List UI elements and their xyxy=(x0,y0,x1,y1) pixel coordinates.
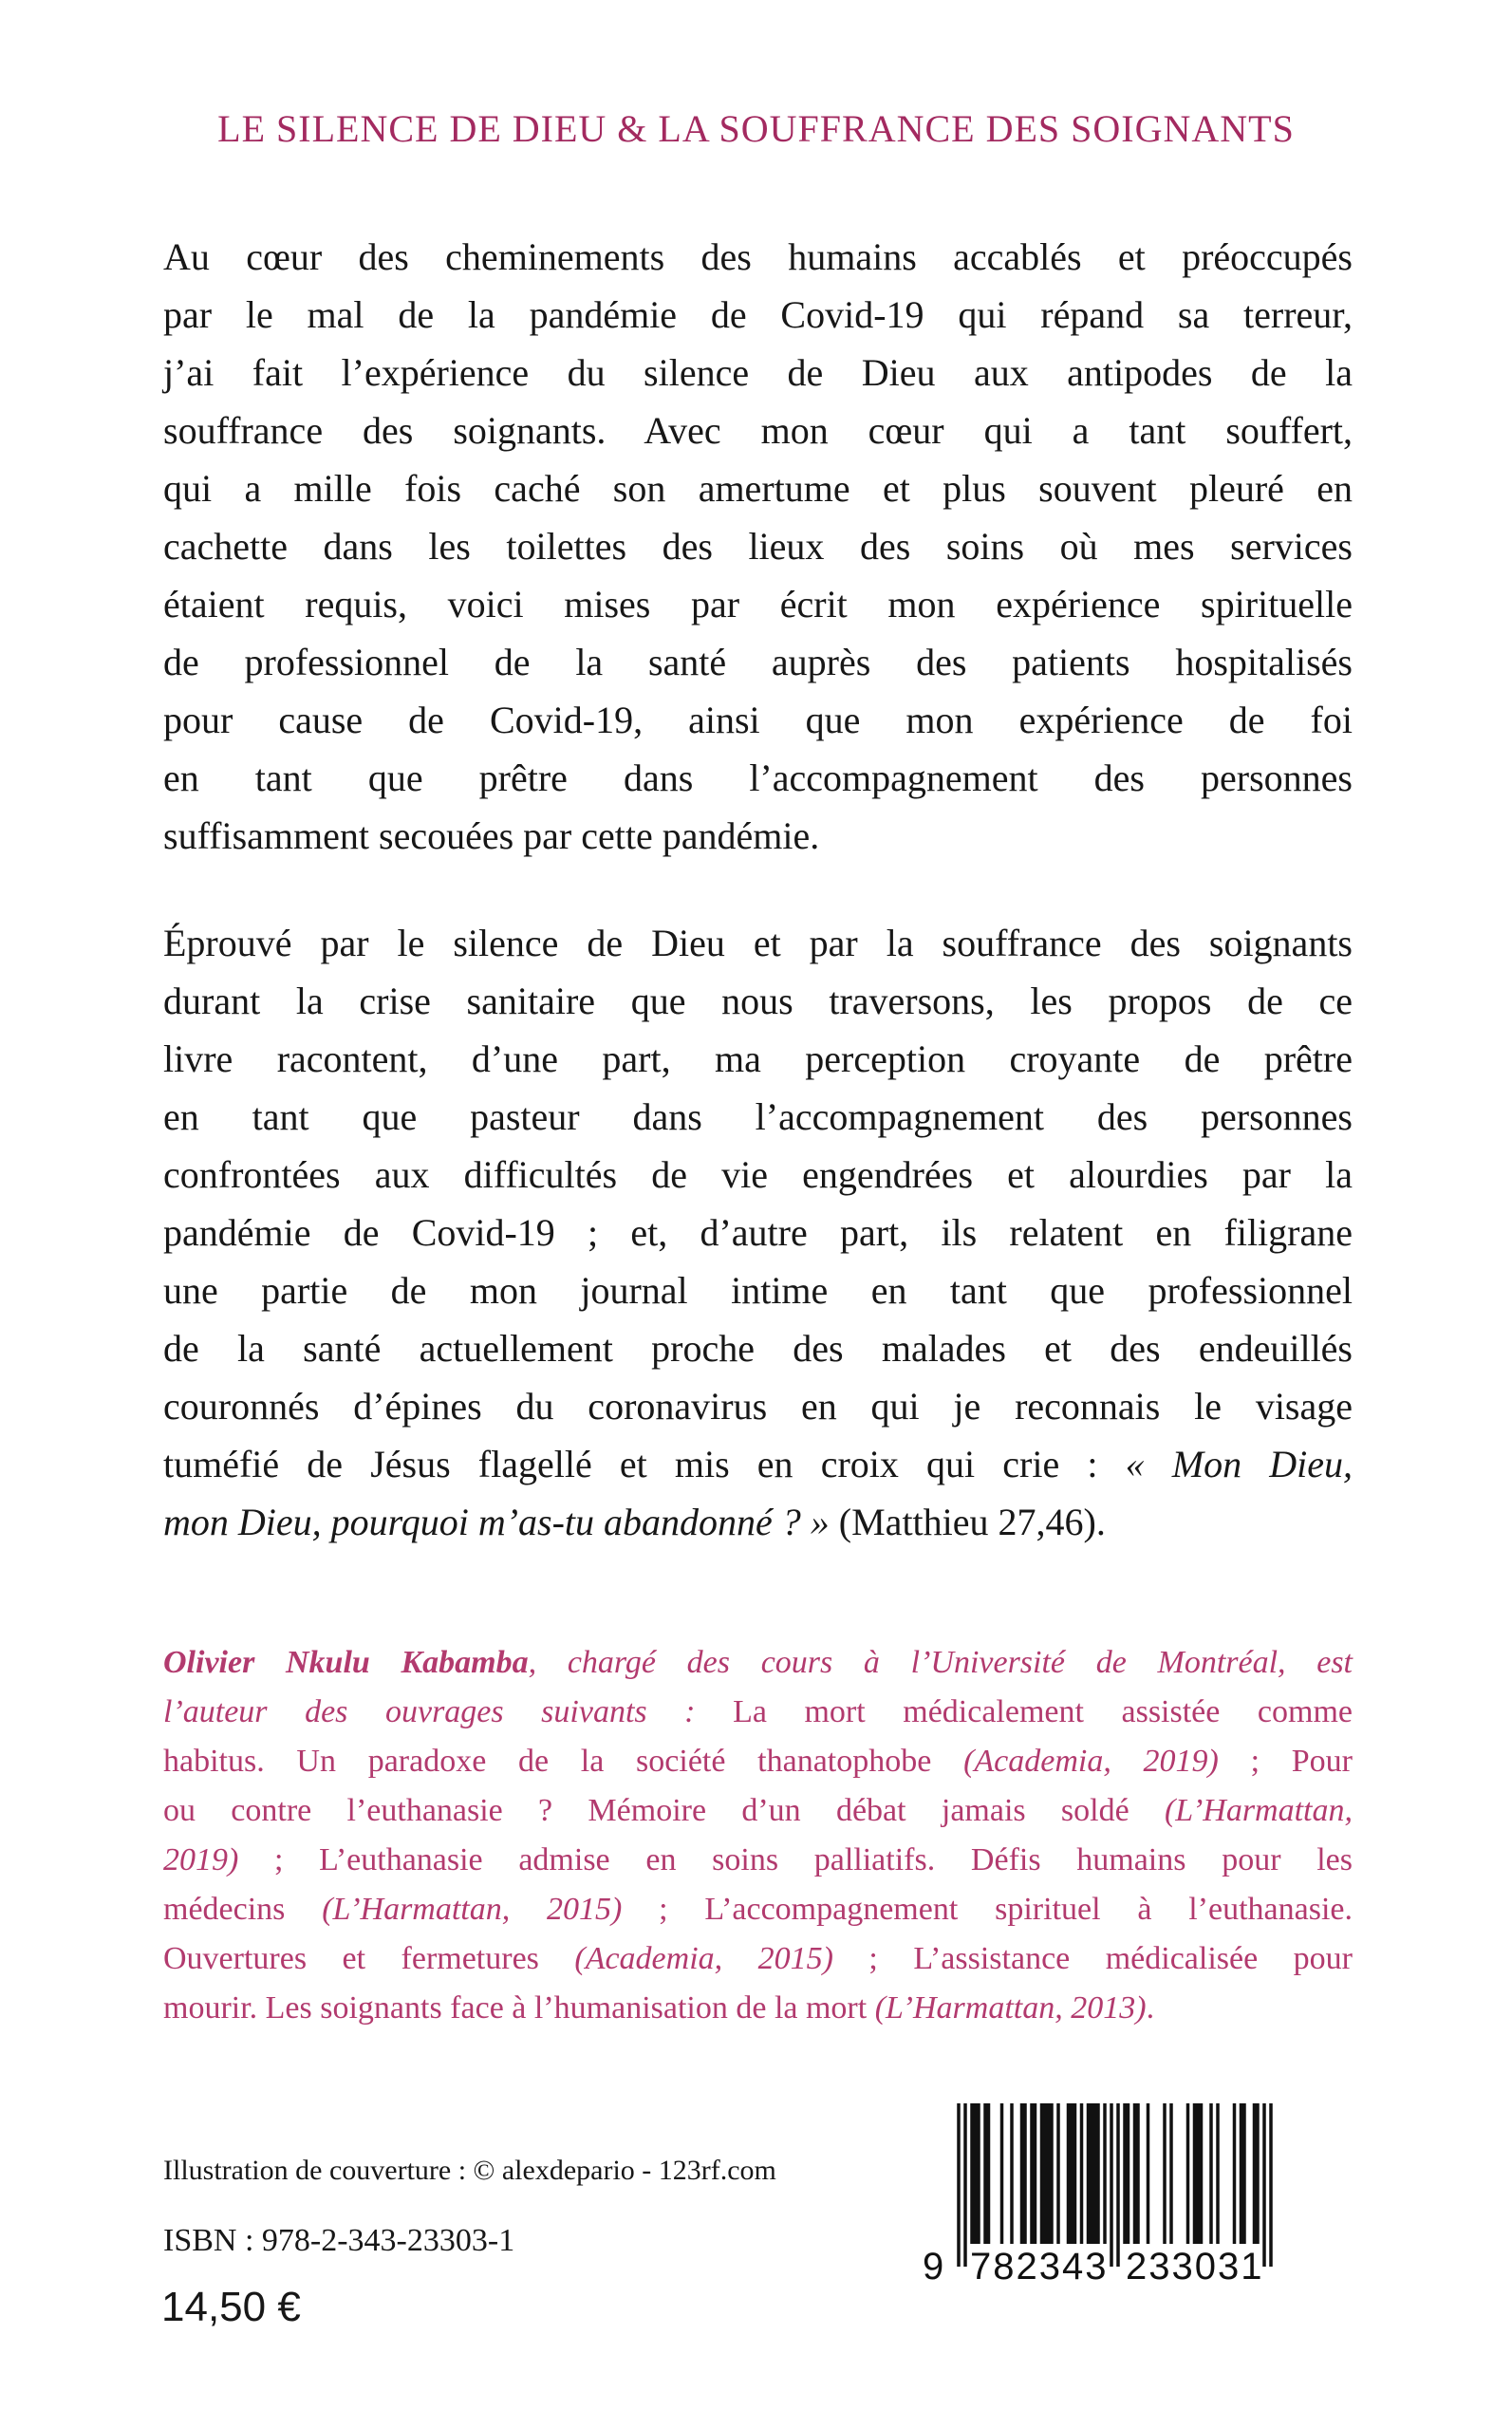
text-line: par le mal de la pandémie de Covid-19 qui répand sa terreur, xyxy=(163,293,1353,336)
text-line: pour cause de Covid-19, ainsi que mon expérience de foi xyxy=(163,699,1353,741)
barcode-digit-group-2: 233031 xyxy=(1126,2246,1264,2288)
text-line: Olivier Nkulu Kabamba, chargé des cours à l’Université de Montréal, est xyxy=(163,1645,1353,1680)
text-line: livre racontent, d’une part, ma perception croyante de prêtre xyxy=(163,1037,1353,1080)
text-line: une partie de mon journal intime en tant que professionnel xyxy=(163,1269,1353,1312)
text-line: cachette dans les toilettes des lieux des soins où mes services xyxy=(163,525,1353,568)
synopsis-paragraph-2 xyxy=(163,914,1353,1551)
ean13-barcode xyxy=(923,2103,1273,2293)
text-line: de professionnel de la santé auprès des patients hospitalisés xyxy=(163,641,1353,683)
text-line: mon Dieu, pourquoi m’as-tu abandonné ? » (Matthieu 27,46). xyxy=(163,1501,1106,1543)
text-line: ou contre l’euthanasie ? Mémoire d’un débat jamais soldé (L’Harmattan, xyxy=(163,1793,1353,1828)
text-line: mourir. Les soignants face à l’humanisation de la mort (L’Harmattan, 2013). xyxy=(163,1990,1155,2026)
text-line: suffisamment secouées par cette pandémie. xyxy=(163,814,820,857)
text-line: de la santé actuellement proche des malades et des endeuillés xyxy=(163,1327,1353,1370)
text-line: Au cœur des cheminements des humains accablés et préoccupés xyxy=(163,235,1353,278)
text-line: confrontées aux difficultés de vie engendrées et alourdies par la xyxy=(163,1153,1353,1196)
text-line: couronnés d’épines du coronavirus en qui je reconnais le visage xyxy=(163,1385,1353,1428)
text-line: en tant que prêtre dans l’accompagnement des personnes xyxy=(163,756,1353,799)
text-line: médecins (L’Harmattan, 2015) ; L’accompagnement spirituel à l’euthanasie. xyxy=(163,1892,1353,1927)
text-line: étaient requis, voici mises par écrit mon expérience spirituelle xyxy=(163,583,1353,626)
text-line: Ouvertures et fermetures (Academia, 2015) ; L’assistance médicalisée pour xyxy=(163,1941,1353,1976)
isbn-text: ISBN : 978-2-343-23303-1 xyxy=(163,2223,515,2258)
barcode-bars xyxy=(957,2103,1273,2269)
text-line: l’auteur des ouvrages suivants : La mort médicalement assistée comme xyxy=(163,1694,1353,1729)
text-line: durant la crise sanitaire que nous traversons, les propos de ce xyxy=(163,980,1353,1022)
synopsis-paragraph-1 xyxy=(163,228,1353,865)
text-line: Éprouvé par le silence de Dieu et par la souffrance des soignants xyxy=(163,922,1353,964)
book-title: LE SILENCE DE DIEU & LA SOUFFRANCE DES SOIGNANTS xyxy=(217,107,1295,150)
barcode-digit-group-1: 782343 xyxy=(970,2246,1109,2288)
cover-illustration-credit: Illustration de couverture : © alexdepario - 123rf.com xyxy=(163,2155,776,2186)
price-text: 14,50 € xyxy=(161,2284,301,2330)
text-line: j’ai fait l’expérience du silence de Dieu aux antipodes de la xyxy=(163,351,1353,394)
author-bio xyxy=(163,1638,1353,2033)
text-line: pandémie de Covid-19 ; et, d’autre part, ils relatent en filigrane xyxy=(163,1211,1353,1254)
text-line: en tant que pasteur dans l’accompagnement des personnes xyxy=(163,1095,1353,1138)
text-line: souffrance des soignants. Avec mon cœur qui a tant souffert, xyxy=(163,409,1353,452)
text-line: qui a mille fois caché son amertume et plus souvent pleuré en xyxy=(163,467,1353,510)
barcode-digit-leading: 9 xyxy=(923,2246,944,2288)
text-line: habitus. Un paradoxe de la société thanatophobe (Academia, 2019) ; Pour xyxy=(163,1744,1353,1779)
text-line: tuméfié de Jésus flagellé et mis en croix qui crie : « Mon Dieu, xyxy=(163,1443,1353,1485)
text-line: 2019) ; L’euthanasie admise en soins palliatifs. Défis humains pour les xyxy=(163,1842,1353,1877)
